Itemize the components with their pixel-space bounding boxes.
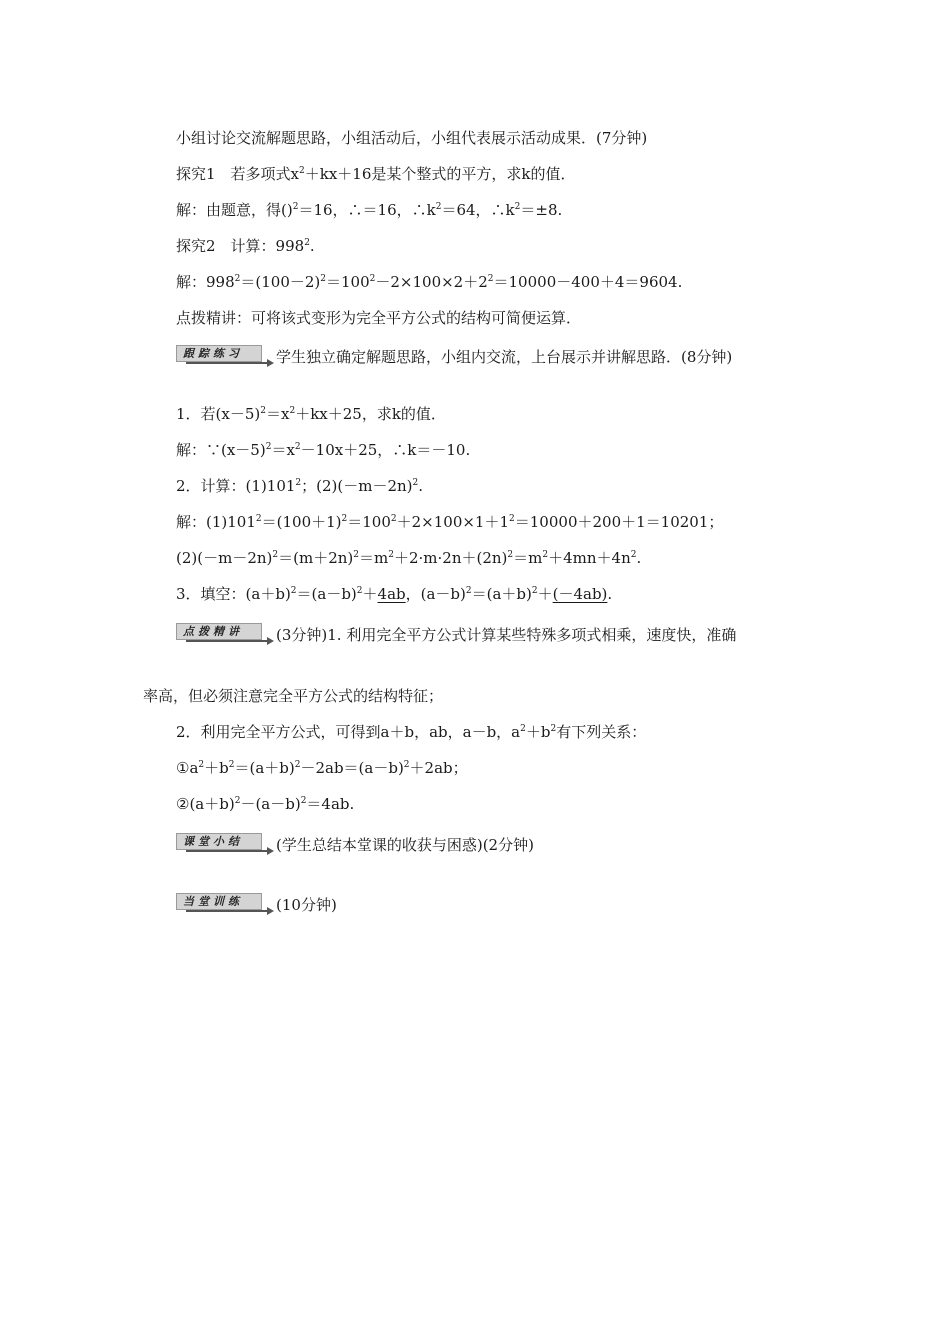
superscript: 2 — [542, 550, 549, 560]
text: ②(a＋b) — [176, 795, 235, 813]
text: ＋2×100×1＋1 — [396, 513, 510, 531]
text: 2．计算：(1)101 — [176, 477, 296, 495]
practice-2-answer-2 — [176, 548, 641, 568]
superscript: 2 — [272, 550, 279, 560]
text: 2．利用完全平方公式，可得到a＋b，ab，a－b，a — [176, 723, 521, 741]
superscript: 2 — [304, 238, 310, 248]
text: (3分钟)1. 利用完全平方公式计算某些特殊多项式相乘，速度快，准确 — [276, 626, 737, 644]
training-line — [176, 892, 337, 915]
text: ＝16，∴＝16，∴k — [298, 201, 436, 219]
text: ＝x — [266, 405, 290, 423]
superscript: 2 — [509, 514, 515, 524]
text: ＝10000＋200＋1＝10201； — [514, 513, 724, 531]
dianbo-point-2 — [176, 722, 646, 742]
practice-3-fill-blank — [176, 584, 612, 604]
text: ＝±8. — [520, 201, 563, 219]
superscript: 2 — [234, 274, 241, 284]
blank-answer: (－4ab) — [552, 585, 608, 603]
summary-line — [176, 832, 534, 855]
text: 探究1 若多项式x — [176, 165, 300, 183]
superscript: 2 — [514, 202, 521, 212]
text: ＝4ab. — [306, 795, 355, 813]
superscript: 2 — [531, 586, 538, 596]
superscript: 2 — [630, 550, 637, 560]
blank-answer: 4ab — [377, 585, 406, 603]
arrow-icon — [186, 362, 268, 364]
text: ＝x — [271, 441, 295, 459]
superscript: 2 — [465, 586, 472, 596]
superscript: 2 — [255, 514, 262, 524]
superscript: 2 — [388, 550, 394, 560]
line-group-discussion — [176, 128, 647, 148]
text: ＋4mn＋4n — [548, 549, 631, 567]
text: 探究2 计算：998 — [176, 237, 305, 255]
text: ＝(100－2) — [240, 273, 321, 291]
arrow-icon — [186, 850, 268, 852]
text: ＝m — [359, 549, 389, 567]
text: 有下列关系： — [556, 723, 647, 741]
track-practice-label-icon — [176, 344, 274, 366]
practice-2-answer-1 — [176, 512, 723, 532]
text: ＝100 — [347, 513, 391, 531]
text: 小组讨论交流解题思路，小组活动后，小组代表展示活动成果．(7分钟) — [176, 129, 648, 147]
text: 解：由题意，得() — [176, 201, 293, 219]
superscript: 2 — [369, 274, 376, 284]
text: . — [607, 585, 613, 603]
text: 学生独立确定解题思路，小组内交流，上台展示并讲解思路．(8分钟) — [276, 348, 733, 366]
text: . — [418, 477, 424, 495]
explore-1-solution — [176, 200, 562, 220]
text: ＋kx＋16是某个整式的平方，求k的值． — [304, 165, 576, 183]
text: . — [636, 549, 642, 567]
superscript: 2 — [487, 274, 494, 284]
tip-paragraph — [176, 308, 581, 328]
arrow-icon — [186, 910, 268, 912]
superscript: 2 — [412, 478, 419, 488]
superscript: 2 — [234, 796, 241, 806]
superscript: 2 — [341, 514, 348, 524]
text: ＝(a－b) — [296, 585, 357, 603]
superscript: 2 — [520, 724, 526, 734]
superscript: 2 — [228, 760, 235, 770]
explore-1-question — [176, 164, 575, 184]
text: ＝100 — [326, 273, 370, 291]
superscript: 2 — [289, 406, 296, 416]
text: ＋b — [525, 723, 551, 741]
text: －2×100×2＋2 — [375, 273, 488, 291]
text: 解：998 — [176, 273, 235, 291]
dianbo-label-icon — [176, 622, 274, 644]
relation-2 — [176, 794, 354, 814]
arrow-icon — [186, 640, 268, 642]
practice-2-question — [176, 476, 423, 496]
training-label-icon — [176, 892, 274, 914]
superscript: 2 — [260, 406, 266, 416]
text: ＝64，∴k — [441, 201, 515, 219]
text: (学生总结本堂课的收获与困惑)(2分钟) — [276, 836, 534, 854]
superscript: 2 — [294, 760, 301, 770]
text: ＋2ab； — [409, 759, 468, 777]
superscript: 2 — [290, 586, 297, 596]
text: ＝10000－400＋4＝9604. — [493, 273, 683, 291]
text: 率高，但必须注意完全平方公式的结构特征； — [143, 687, 444, 705]
text: (10分钟) — [276, 896, 337, 914]
practice-1-answer — [176, 440, 470, 460]
text: ＋kx＋25，求k的值． — [295, 405, 446, 423]
text: －2ab＝(a－b) — [300, 759, 404, 777]
text: －(a－b) — [240, 795, 301, 813]
explore-2-solution — [176, 272, 682, 292]
text: ＝(a＋b) — [234, 759, 295, 777]
superscript: 2 — [292, 202, 299, 212]
text: ＋b — [204, 759, 229, 777]
text: ＋ — [537, 585, 553, 603]
superscript: 2 — [198, 760, 205, 770]
text: ＋ — [362, 585, 378, 603]
text: －10x＋25，∴k＝－10. — [300, 441, 471, 459]
superscript: 2 — [353, 550, 359, 560]
superscript: 2 — [435, 202, 442, 212]
text: 解：∵(x－5) — [176, 441, 266, 459]
text: ＝(100＋1) — [261, 513, 342, 531]
tag-text: 课堂小结 — [176, 833, 262, 850]
superscript: 2 — [320, 274, 326, 284]
text: ＝m — [513, 549, 543, 567]
superscript: 2 — [403, 760, 410, 770]
dianbo-continuation — [143, 686, 443, 706]
tag-text: 当堂训练 — [176, 893, 262, 910]
text: ＝(m＋2n) — [278, 549, 354, 567]
practice-1-question — [176, 404, 446, 424]
text: . — [309, 237, 315, 255]
text: 点拨精讲：可将该式变形为完全平方公式的结构可简便运算． — [176, 309, 582, 327]
text: 1．若(x－5) — [176, 405, 261, 423]
superscript: 2 — [294, 442, 301, 452]
text: 3．填空：(a＋b) — [176, 585, 291, 603]
superscript: 2 — [295, 478, 302, 488]
explore-2-question — [176, 236, 315, 256]
superscript: 2 — [390, 514, 397, 524]
tag-text: 跟踪练习 — [176, 345, 262, 362]
text: ＝(a＋b) — [471, 585, 532, 603]
relation-1 — [176, 758, 468, 778]
superscript: 2 — [299, 166, 305, 176]
dianbo-line — [176, 622, 736, 645]
superscript: 2 — [356, 586, 363, 596]
superscript: 2 — [550, 724, 557, 734]
tag-text: 点拨精讲 — [176, 623, 262, 640]
text: ；(2)(－m－2n) — [301, 477, 413, 495]
superscript: 2 — [300, 796, 307, 806]
text: (2)(－m－2n) — [176, 549, 273, 567]
text: 解：(1)101 — [176, 513, 256, 531]
superscript: 2 — [265, 442, 272, 452]
text: ＋2·m·2n＋(2n) — [393, 549, 508, 567]
text: ，(a－b) — [405, 585, 466, 603]
text: ①a — [176, 759, 199, 777]
superscript: 2 — [507, 550, 514, 560]
track-practice-line — [176, 344, 732, 367]
summary-label-icon — [176, 832, 274, 854]
